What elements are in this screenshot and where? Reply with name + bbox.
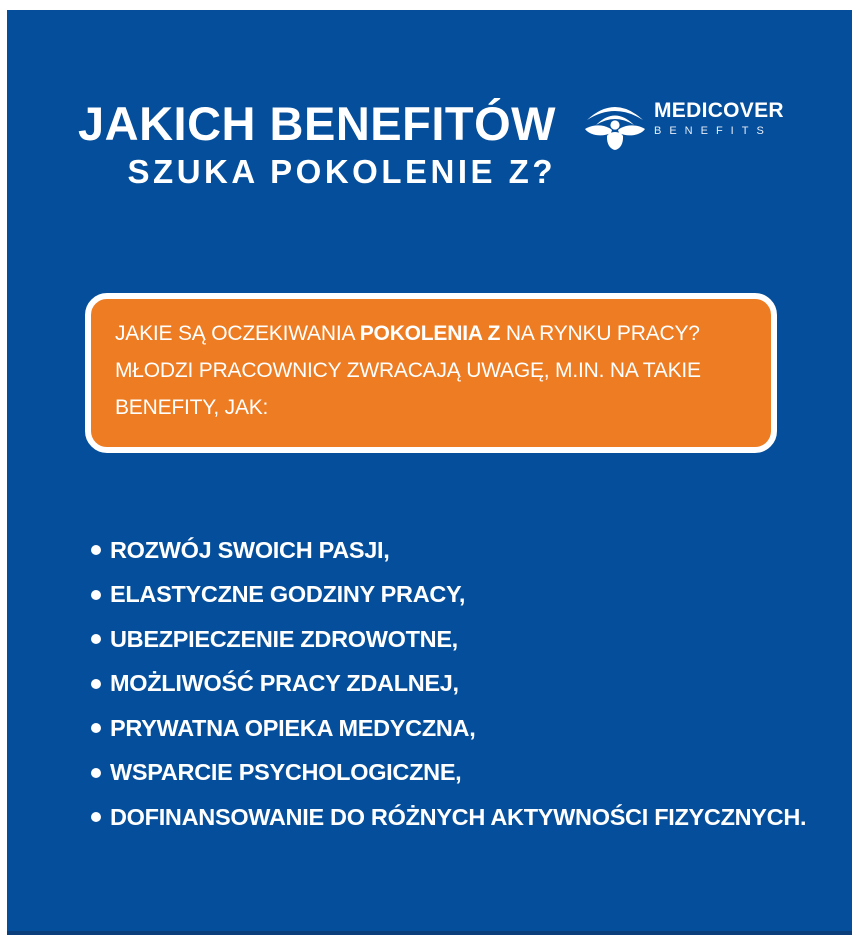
bullet-dot-icon	[91, 590, 101, 600]
medicover-person-icon	[583, 94, 647, 152]
page-title	[72, 97, 556, 190]
list-item-label: DOFINANSOWANIE DO RÓŻNYCH AKTYWNOŚCI FIZYCZNYCH.	[110, 803, 807, 830]
list-item-label: ELASTYCZNE GODZINY PRACY,	[110, 581, 466, 608]
bullet-dot-icon	[91, 634, 101, 644]
bullet-dot-icon	[91, 768, 101, 778]
list-item	[91, 795, 806, 840]
list-item-label: ROZWÓJ SWOICH PASJI,	[110, 536, 390, 563]
medicover-logo	[583, 94, 784, 152]
intro-line-1-bold: POKOLENIA Z	[359, 322, 501, 345]
bullet-dot-icon	[91, 545, 101, 555]
list-item-label: MOŻLIWOŚĆ PRACY ZDALNEJ,	[110, 670, 459, 697]
list-item	[91, 573, 806, 618]
list-item-label: UBEZPIECZENIE ZDROWOTNE,	[110, 625, 458, 652]
intro-line-1	[115, 315, 751, 352]
benefits-list	[91, 528, 806, 840]
intro-line-1-pre: JAKIE SĄ OCZEKIWANIA	[115, 322, 360, 345]
intro-line-1-post: NA RYNKU PRACY?	[500, 322, 700, 345]
list-item	[91, 751, 806, 796]
list-item	[91, 617, 806, 662]
intro-line-3: BENEFITY, JAK:	[115, 396, 269, 419]
list-item	[91, 662, 806, 707]
intro-callout	[85, 293, 777, 453]
logo-brand-name: MEDICOVER	[654, 99, 784, 122]
list-item-label: PRYWATNA OPIEKA MEDYCZNA,	[110, 714, 476, 741]
list-item	[91, 706, 806, 751]
logo-text	[654, 100, 784, 137]
title-line-1: JAKICH BENEFITÓW	[78, 97, 556, 150]
intro-line-2: MŁODZI PRACOWNICY ZWRACAJĄ UWAGĘ, M.IN. NA TAKIE	[115, 359, 701, 382]
logo-sub-name: BENEFITS	[654, 125, 772, 138]
bullet-dot-icon	[91, 723, 101, 733]
title-line-2: SZUKA POKOLENIE Z?	[127, 153, 556, 190]
list-item	[91, 528, 806, 573]
infographic-panel	[7, 10, 852, 935]
bullet-dot-icon	[91, 812, 101, 822]
bullet-dot-icon	[91, 679, 101, 689]
list-item-label: WSPARCIE PSYCHOLOGICZNE,	[110, 759, 462, 786]
